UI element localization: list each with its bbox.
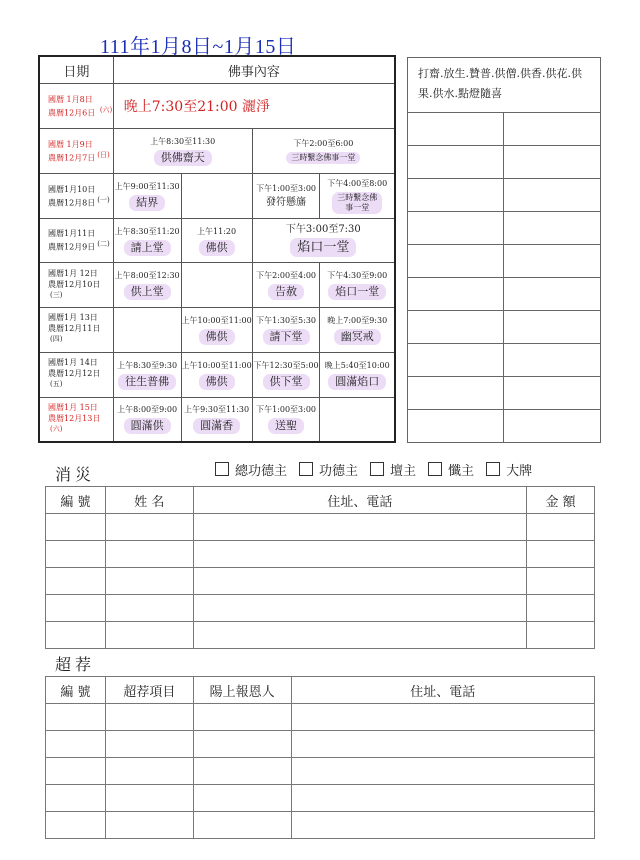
event-cell: 上午8:30至9:30 往生普佛 [113,352,181,397]
header-events: 佛事內容 [113,56,395,84]
date-cell: 國曆1月10日 農曆12月8日 (一) [39,173,113,218]
offerings-cell[interactable] [408,245,504,278]
table-row[interactable] [46,758,595,785]
event-cell: 下午12:30至5:00 供下堂 [252,352,320,397]
checkbox-icon [370,462,384,476]
option-sponsor[interactable]: 功德主 [299,460,358,479]
col-address: 住址、電話 [193,487,526,514]
date-cell: 國曆1月 13日 農曆12月11日(四) [39,308,113,353]
offerings-cell[interactable] [408,410,504,443]
offerings-cell[interactable] [504,146,601,179]
checkbox-icon [299,462,313,476]
table-row[interactable] [46,568,595,595]
schedule-row [39,129,395,174]
date-cell: 國曆1月11日 農曆12月9日 (二) [39,218,113,263]
event-cell [181,173,252,218]
schedule-row [39,352,395,397]
event-cell: 下午1:30至5:30 請下堂 [252,308,320,353]
offerings-table [407,57,601,443]
page-title: 111年1月8日~1月15日 [100,36,297,58]
checkbox-icon [428,462,442,476]
offerings-cell[interactable] [408,212,504,245]
event-cell: 上午11:20 佛供 [181,218,252,263]
offerings-header: 打齋.放生.贊普.供僧.供香.供花.供果.供水.點燈隨喜 [408,58,601,113]
table-row[interactable] [46,812,595,839]
table-row[interactable] [46,731,595,758]
offerings-cell[interactable] [504,245,601,278]
offerings-cell[interactable] [504,410,601,443]
offerings-cell[interactable] [408,278,504,311]
event-cell: 晚上7:00至9:30 幽冥戒 [320,308,395,353]
event-cell: 下午1:00至3:00 發符懸旛 [252,173,320,218]
schedule-row [39,397,395,442]
disaster-title: 消災 [55,465,96,484]
event-cell: 下午2:00至6:00 三時繫念佛事一堂 [252,129,395,174]
table-row[interactable] [46,541,595,568]
offerings-cell[interactable] [408,311,504,344]
deliverance-table [45,676,595,839]
option-altar-host[interactable]: 壇主 [370,460,416,479]
col-number: 編 號 [46,677,106,704]
offerings-cell[interactable] [504,278,601,311]
checkbox-icon [215,462,229,476]
col-amount: 金 額 [527,487,595,514]
event-cell: 下午4:30至9:00 焰口一堂 [320,263,395,308]
offerings-cell[interactable] [408,344,504,377]
table-row[interactable] [46,785,595,812]
schedule-row [39,308,395,353]
schedule-table [38,55,396,443]
disaster-table [45,486,595,649]
offerings-cell[interactable] [408,179,504,212]
event-cell: 上午10:00至11:00 佛供 [181,308,252,353]
event-cell: 上午8:00至9:00 圓滿供 [113,397,181,442]
date-cell: 國曆 1月9日 農曆12月7日 (日) [39,129,113,174]
col-filial: 陽上報恩人 [193,677,291,704]
date-cell: 國曆1月 15日 農曆12月13日(六) [39,397,113,442]
event-cell: 上午10:00至11:00 佛供 [181,352,252,397]
schedule-row [39,218,395,263]
event-cell: 晚上5:40至10:00 圓滿焰口 [320,352,395,397]
event-cell: 上午9:00至11:30 結界 [113,173,181,218]
event-cell [320,397,395,442]
schedule-row [39,173,395,218]
event-cell: 上午8:30至11:30 供佛齋天 [113,129,252,174]
checkbox-icon [486,462,500,476]
header-date: 日期 [39,56,113,84]
offerings-cell[interactable] [504,311,601,344]
offerings-cell[interactable] [504,344,601,377]
sponsor-options [215,460,540,479]
event-cell [113,308,181,353]
date-cell: 國曆1月 14日 農曆12月12日(五) [39,352,113,397]
event-cell: 下午3:00至7:30 焰口一堂 [252,218,395,263]
table-row[interactable] [46,514,595,541]
option-repentance-host[interactable]: 懺主 [428,460,474,479]
date-cell: 國曆1月 12日 農曆12月10日(三) [39,263,113,308]
offerings-cell[interactable] [504,179,601,212]
col-name: 姓 名 [105,487,193,514]
schedule-row [39,84,395,129]
offerings-cell[interactable] [504,377,601,410]
event-cell: 上午9:30至11:30 圓滿香 [181,397,252,442]
col-item: 超荐項目 [105,677,193,704]
event-cell: 下午2:00至4:00 告赦 [252,263,320,308]
offerings-cell[interactable] [504,212,601,245]
event-cell [181,263,252,308]
offerings-cell[interactable] [408,377,504,410]
date-cell: 國曆 1月8日 農曆12月6日 (六) [39,84,113,129]
schedule-row [39,263,395,308]
special-event: 晚上7:30至21:00 灑淨 [113,84,395,129]
event-cell: 上午8:00至12:30 供上堂 [113,263,181,308]
col-address: 住址、電話 [291,677,594,704]
option-big-plaque[interactable]: 大牌 [486,460,532,479]
table-row[interactable] [46,595,595,622]
offerings-cell[interactable] [408,146,504,179]
offerings-cell[interactable] [504,113,601,146]
event-cell: 上午8:30至11:20 請上堂 [113,218,181,263]
col-number: 編 號 [46,487,106,514]
offerings-cell[interactable] [408,113,504,146]
event-cell: 下午1:00至3:00 送聖 [252,397,320,442]
deliverance-title: 超荐 [55,655,96,674]
option-chief-sponsor[interactable]: 總功德主 [215,460,287,479]
event-cell: 下午4:00至8:00 三時繫念佛事一堂 [320,173,395,218]
table-row[interactable] [46,622,595,649]
table-row[interactable] [46,704,595,731]
